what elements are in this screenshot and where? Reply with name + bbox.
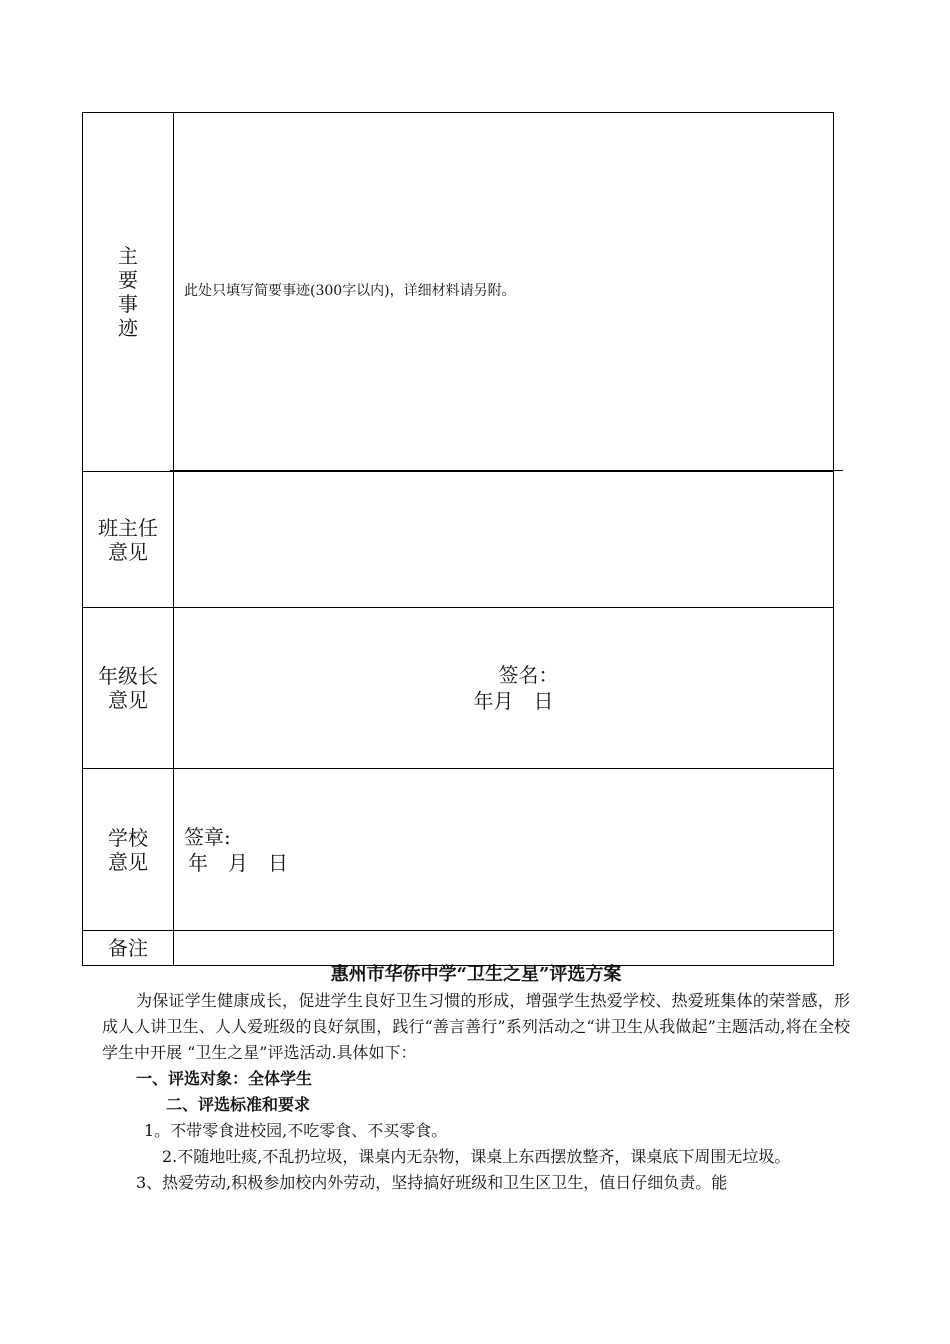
- application-form-table: [82, 112, 834, 966]
- section-target: 一、评选对象：全体学生: [136, 1069, 313, 1088]
- main-deeds-field[interactable]: [174, 113, 834, 472]
- label-main-deeds: 主 要 事 迹: [83, 113, 174, 472]
- school-date: 年 月 日: [188, 850, 288, 875]
- row-main-deeds: [83, 113, 834, 472]
- main-deeds-hint: 此处只填写简要事迹(300字以内)，详细材料请另附。: [184, 283, 516, 299]
- school-stamp: 签章:: [184, 824, 231, 849]
- table-divider-line: [170, 470, 843, 471]
- grade-head-signature: 签名：: [498, 663, 559, 687]
- criterion-1: 1。不带零食进校园,不吃零食、不买零食。: [144, 1121, 448, 1140]
- criterion-3: 3、热爱劳动,积极参加校内外劳动，坚持搞好班级和卫生区卫生，值日仔细负责。能: [136, 1173, 728, 1192]
- criterion-2: 2.不随地吐痰,不乱扔垃圾，课桌内无杂物，课桌上东西摆放整齐，课桌底下周围无垃圾。: [162, 1147, 791, 1166]
- document-title: 惠州市华侨中学“卫生之星”评选方案: [330, 964, 622, 985]
- label-grade-head-opinion: 年级长 意见: [83, 608, 174, 769]
- intro-paragraph: 为保证学生健康成长，促进学生良好卫生习惯的形成，增强学生热爱学校、热爱班集体的荣誉感，形成人人讲卫生、人人爱班级的良好氛围，践行“善言善行”系列活动之“讲卫生从我做起”主题活动,将在全校学生中开展 “卫生之星”评选活动.具体如下：: [102, 991, 850, 1062]
- grade-head-date: 年月 日: [473, 689, 554, 713]
- row-class-teacher: [83, 472, 834, 608]
- section-criteria: 二、评选标准和要求: [166, 1095, 311, 1114]
- grade-head-opinion-field[interactable]: [174, 608, 834, 769]
- row-remarks: [83, 931, 834, 966]
- label-school-opinion: 学校 意见: [83, 769, 174, 931]
- school-opinion-field[interactable]: [174, 769, 834, 931]
- selection-plan-document: [102, 962, 850, 1196]
- row-school: [83, 769, 834, 931]
- row-grade-head: [83, 608, 834, 769]
- remarks-field[interactable]: [174, 931, 834, 966]
- label-class-teacher-opinion: 班主任 意见: [83, 472, 174, 608]
- class-teacher-opinion-field[interactable]: [174, 472, 834, 608]
- label-remarks: 备注: [83, 931, 174, 966]
